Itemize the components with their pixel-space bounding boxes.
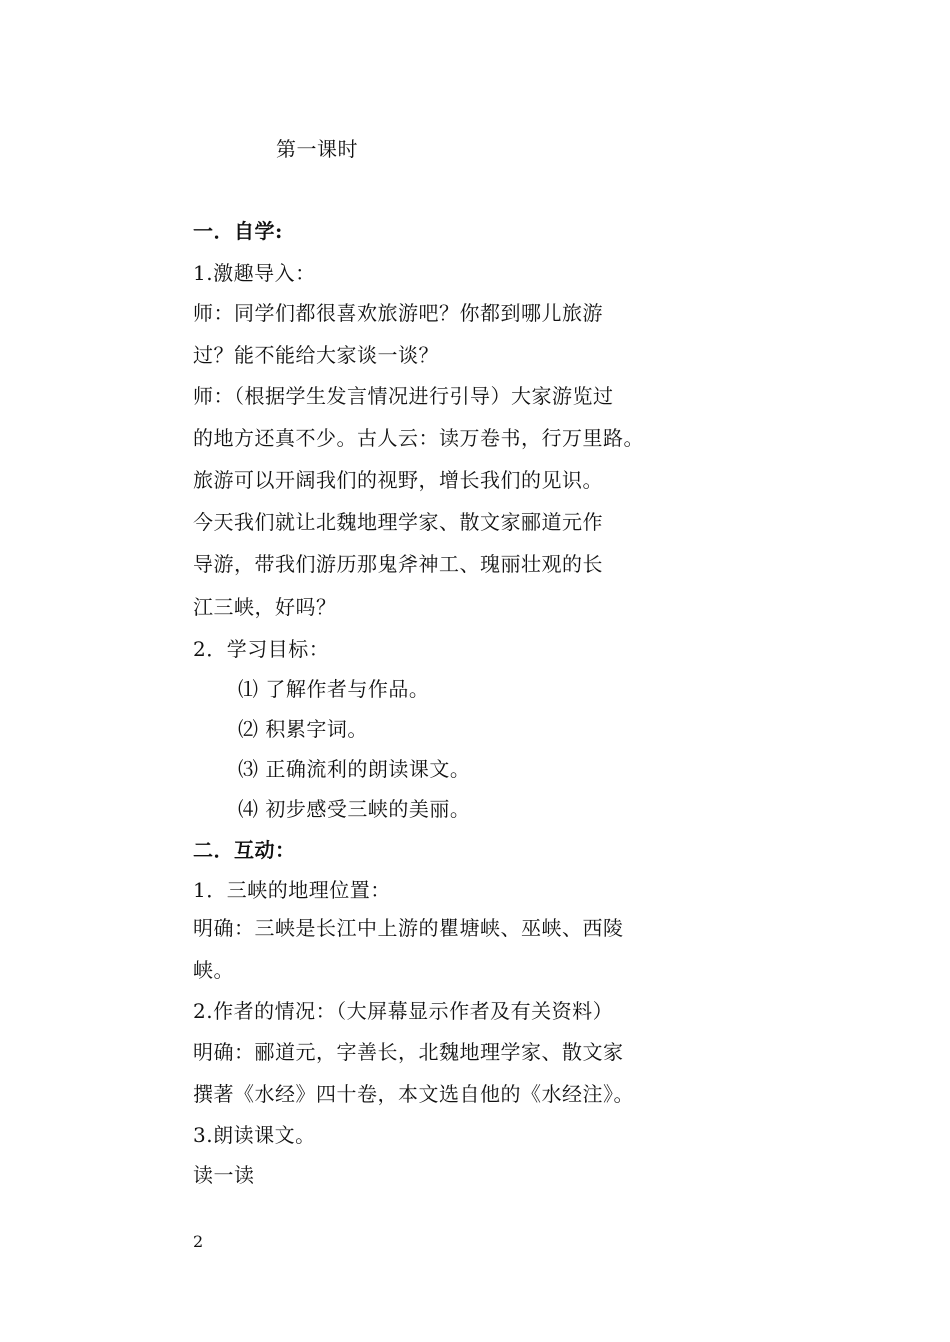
paragraph-line: 2.作者的情况：（大屏幕显示作者及有关资料） xyxy=(193,999,614,1023)
paragraph-line: 3.朗读课文。 xyxy=(193,1123,316,1147)
paragraph-line: 明确：郦道元，字善长，北魏地理学家、散文家 xyxy=(193,1040,624,1064)
paragraph-line: 1．三峡的地理位置： xyxy=(193,878,391,902)
paragraph-line: 读一读 xyxy=(193,1163,255,1187)
paragraph-line: 江三峡，好吗？ xyxy=(193,595,337,619)
page-title: 第一课时 xyxy=(276,137,358,161)
section-heading-self-study: 一．自学: xyxy=(193,219,283,243)
paragraph-line: 过？能不能给大家谈一谈？ xyxy=(193,343,439,367)
paragraph-line: 1.激趣导入： xyxy=(193,261,316,285)
paragraph-line: 撰著《水经》四十卷，本文选自他的《水经注》。 xyxy=(193,1082,634,1106)
paragraph-line: 2．学习目标： xyxy=(193,637,330,661)
goal-item: ⑴ 了解作者与作品。 xyxy=(238,677,430,701)
paragraph-line: 的地方还真不少。古人云：读万卷书，行万里路。 xyxy=(193,426,644,450)
paragraph-line: 师：（根据学生发言情况进行引导）大家游览过 xyxy=(193,384,614,408)
paragraph-line: 峡。 xyxy=(193,958,234,982)
paragraph-line: 旅游可以开阔我们的视野，增长我们的见识。 xyxy=(193,468,603,492)
goal-item: ⑷ 初步感受三峡的美丽。 xyxy=(238,797,471,821)
paragraph-line: 师：同学们都很喜欢旅游吧？你都到哪儿旅游 xyxy=(193,301,603,325)
section-heading-interaction: 二．互动： xyxy=(193,838,296,862)
paragraph-line: 明确：三峡是长江中上游的瞿塘峡、巫峡、西陵 xyxy=(193,916,624,940)
paragraph-line: 今天我们就让北魏地理学家、散文家郦道元作 xyxy=(193,510,603,534)
goal-item: ⑶ 正确流利的朗读课文。 xyxy=(238,757,471,781)
page-number: 2 xyxy=(193,1232,204,1251)
paragraph-line: 导游，带我们游历那鬼斧神工、瑰丽壮观的长 xyxy=(193,552,603,576)
goal-item: ⑵ 积累字词。 xyxy=(238,717,368,741)
